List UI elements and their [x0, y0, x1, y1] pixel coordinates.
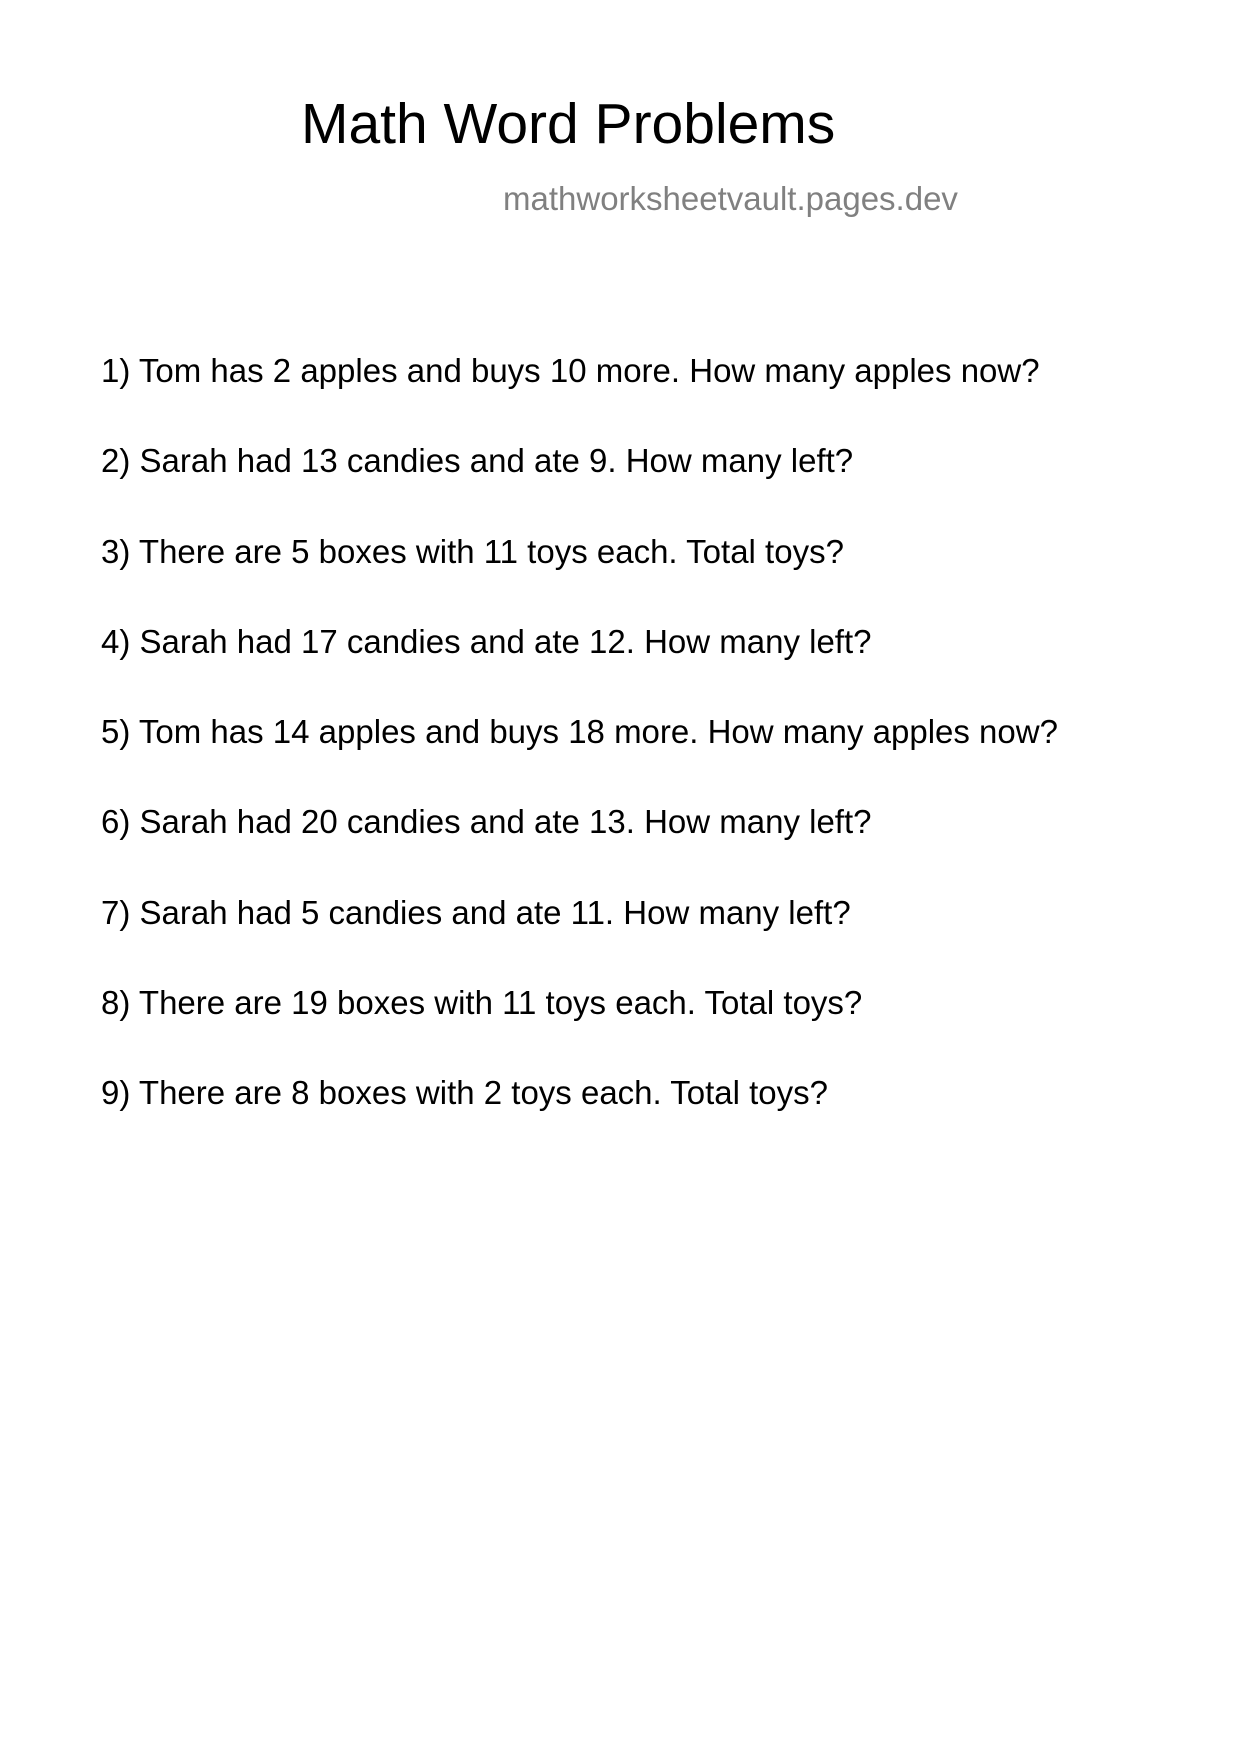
- problem-item: 7) Sarah had 5 candies and ate 11. How many left?: [101, 893, 851, 931]
- problem-item: 5) Tom has 14 apples and buys 18 more. How many apples now?: [101, 713, 1058, 751]
- page-title: Math Word Problems: [301, 92, 836, 156]
- problem-item: 2) Sarah had 13 candies and ate 9. How many left?: [101, 442, 854, 480]
- problem-item: 6) Sarah had 20 candies and ate 13. How many left?: [101, 803, 872, 841]
- problem-item: 4) Sarah had 17 candies and ate 12. How many left?: [101, 622, 872, 660]
- problem-item: 9) There are 8 boxes with 2 toys each. Total toys?: [101, 1074, 829, 1112]
- problem-item: 8) There are 19 boxes with 11 toys each. Total toys?: [101, 984, 863, 1022]
- problem-item: 3) There are 5 boxes with 11 toys each. Total toys?: [101, 532, 844, 570]
- problem-list: [101, 351, 1058, 1164]
- source-url: mathworksheetvault.pages.dev: [503, 180, 958, 217]
- problem-item: 1) Tom has 2 apples and buys 10 more. How many apples now?: [101, 352, 1040, 389]
